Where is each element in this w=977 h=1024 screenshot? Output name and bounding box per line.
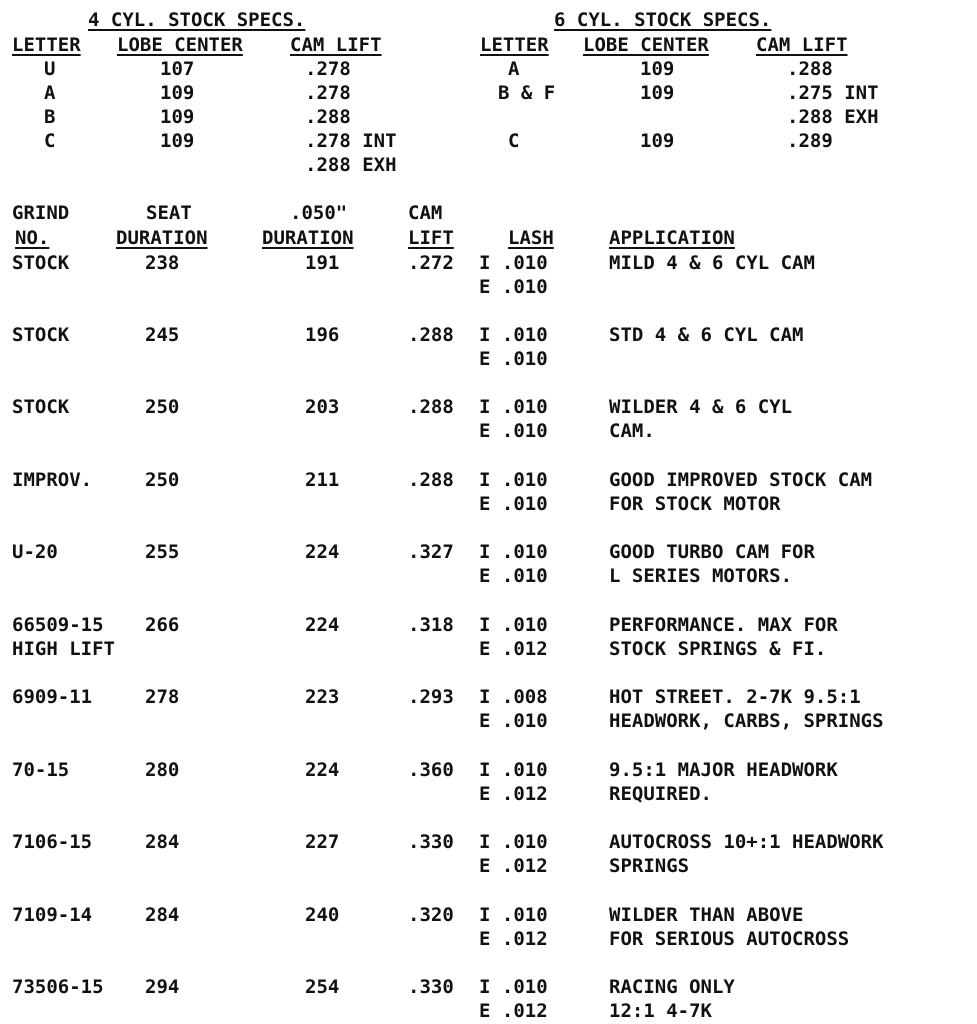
lift-header-top: CAM: [408, 202, 443, 224]
lift-header-bottom: LIFT: [408, 227, 454, 249]
seat-header-top: SEAT: [146, 202, 192, 224]
grind-row: [0, 759, 977, 807]
seat-duration: 266: [145, 614, 180, 636]
seat-duration: 284: [145, 831, 180, 853]
grind-number: STOCK: [12, 396, 70, 418]
cam-letter: C: [508, 130, 520, 152]
cam-letter: A: [44, 82, 56, 104]
lobe-center: 109: [640, 82, 675, 104]
cam-letter: A: [508, 58, 520, 80]
six-cyl-letter-header: LETTER: [480, 34, 549, 56]
six-cyl-title: 6 CYL. STOCK SPECS.: [554, 9, 772, 31]
application-text-line2: HEADWORK, CARBS, SPRINGS: [609, 710, 884, 732]
grind-number: 7106-15: [12, 831, 93, 853]
cam-lift: .288: [305, 106, 351, 128]
lash-exhaust: E .012: [479, 783, 548, 805]
duration-050: 203: [305, 396, 340, 418]
cam-lift: .293: [408, 686, 454, 708]
seat-duration: 238: [145, 252, 180, 274]
grind-number-line2: HIGH LIFT: [12, 638, 115, 660]
lash-exhaust: E .010: [479, 710, 548, 732]
grind-number: STOCK: [12, 324, 70, 346]
grind-number: 6909-11: [12, 686, 93, 708]
grind-number: 70-15: [12, 759, 70, 781]
lobe-center: 107: [160, 58, 195, 80]
cam-lift: .278: [305, 58, 351, 80]
cam-letter: C: [44, 130, 56, 152]
application-text-line2: STOCK SPRINGS & FI.: [609, 638, 827, 660]
grind-row: [0, 976, 977, 1024]
grind-number: 66509-15: [12, 614, 104, 636]
duration-050: 227: [305, 831, 340, 853]
six-cyl-lobe-header: LOBE CENTER: [583, 34, 709, 56]
grind-row: [0, 541, 977, 589]
application-text: STD 4 & 6 CYL CAM: [609, 324, 804, 346]
application-text: WILDER 4 & 6 CYL: [609, 396, 793, 418]
cam-lift: .272: [408, 252, 454, 274]
cam-lift: .278: [305, 82, 351, 104]
lobe-center: 109: [640, 130, 675, 152]
seat-duration: 278: [145, 686, 180, 708]
lash-intake: I .010: [479, 904, 548, 926]
duration-050: 224: [305, 614, 340, 636]
lash-exhaust: E .010: [479, 420, 548, 442]
duration-050: 191: [305, 252, 340, 274]
lash-exhaust: E .012: [479, 1000, 548, 1022]
duration-050: 223: [305, 686, 340, 708]
duration-050: 196: [305, 324, 340, 346]
cam-lift: .360: [408, 759, 454, 781]
lash-exhaust: E .012: [479, 638, 548, 660]
duration-050: 224: [305, 541, 340, 563]
cam-lift: .278 INT: [305, 130, 397, 152]
cam-lift: .330: [408, 976, 454, 998]
grind-number: U-20: [12, 541, 58, 563]
application-text: GOOD IMPROVED STOCK CAM: [609, 469, 873, 491]
grind-number: 73506-15: [12, 976, 104, 998]
lobe-center: 109: [640, 58, 675, 80]
application-text-line2: L SERIES MOTORS.: [609, 565, 793, 587]
application-text-line2: CAM.: [609, 420, 655, 442]
lash-intake: I .008: [479, 686, 548, 708]
seat-duration: 250: [145, 396, 180, 418]
cam-lift: .320: [408, 904, 454, 926]
application-text-line2: REQUIRED.: [609, 783, 712, 805]
lash-intake: I .010: [479, 324, 548, 346]
lash-intake: I .010: [479, 469, 548, 491]
cam-lift-exhaust: .288 EXH: [305, 154, 397, 176]
application-text: GOOD TURBO CAM FOR: [609, 541, 815, 563]
lash-header: LASH: [508, 227, 554, 249]
lobe-center: 109: [160, 82, 195, 104]
duration-050: 240: [305, 904, 340, 926]
seat-duration: 255: [145, 541, 180, 563]
lash-exhaust: E .010: [479, 493, 548, 515]
duration-050: 211: [305, 469, 340, 491]
application-header: APPLICATION: [609, 227, 735, 249]
four-cyl-lobe-header: LOBE CENTER: [117, 34, 243, 56]
grind-number: STOCK: [12, 252, 70, 274]
cam-lift: .288: [408, 324, 454, 346]
seat-duration: 294: [145, 976, 180, 998]
six-cyl-lift-header: CAM LIFT: [756, 34, 848, 56]
lash-intake: I .010: [479, 252, 548, 274]
duration-050: 254: [305, 976, 340, 998]
cam-letter: B & F: [498, 82, 556, 104]
grind-number: IMPROV.: [12, 469, 93, 491]
four-cyl-lift-header: CAM LIFT: [290, 34, 382, 56]
lash-exhaust: E .010: [479, 276, 548, 298]
cam-lift: .289: [787, 130, 833, 152]
lobe-center: 109: [160, 130, 195, 152]
duration-050: 224: [305, 759, 340, 781]
four-cyl-title: 4 CYL. STOCK SPECS.: [88, 9, 306, 31]
application-text: AUTOCROSS 10+:1 HEADWORK: [609, 831, 884, 853]
grind-row: [0, 469, 977, 517]
grind-number: 7109-14: [12, 904, 93, 926]
grind-header-bottom: NO.: [15, 227, 50, 249]
cam-letter: B: [44, 106, 56, 128]
cam-lift: .330: [408, 831, 454, 853]
cam-lift: .327: [408, 541, 454, 563]
d050-header-top: .050": [290, 202, 348, 224]
cam-lift: .275 INT: [787, 82, 879, 104]
application-text: MILD 4 & 6 CYL CAM: [609, 252, 815, 274]
application-text: 9.5:1 MAJOR HEADWORK: [609, 759, 838, 781]
grind-row: [0, 614, 977, 662]
six-cyl-row: [0, 130, 977, 176]
lash-exhaust: E .012: [479, 928, 548, 950]
grind-row: [0, 904, 977, 952]
four-cyl-letter-header: LETTER: [12, 34, 81, 56]
seat-duration: 284: [145, 904, 180, 926]
grind-row: [0, 252, 977, 300]
application-text-line2: FOR STOCK MOTOR: [609, 493, 781, 515]
application-text-line2: FOR SERIOUS AUTOCROSS: [609, 928, 850, 950]
lash-intake: I .010: [479, 831, 548, 853]
application-text: HOT STREET. 2-7K 9.5:1: [609, 686, 861, 708]
application-text-line2: SPRINGS: [609, 855, 690, 877]
cam-lift-exhaust: .288 EXH: [787, 106, 879, 128]
grind-row: [0, 396, 977, 444]
seat-duration: 250: [145, 469, 180, 491]
grind-row: [0, 831, 977, 879]
application-text: WILDER THAN ABOVE: [609, 904, 804, 926]
grind-header-top: GRIND: [12, 202, 70, 224]
application-text-line2: 12:1 4-7K: [609, 1000, 712, 1022]
lash-intake: I .010: [479, 396, 548, 418]
grind-row: [0, 686, 977, 734]
seat-header-bottom: DURATION: [116, 227, 208, 249]
application-text: PERFORMANCE. MAX FOR: [609, 614, 838, 636]
d050-header-bottom: DURATION: [262, 227, 354, 249]
six-cyl-row: [0, 82, 977, 128]
application-text: RACING ONLY: [609, 976, 735, 998]
seat-duration: 280: [145, 759, 180, 781]
cam-lift: .318: [408, 614, 454, 636]
lash-intake: I .010: [479, 759, 548, 781]
cam-lift: .288: [787, 58, 833, 80]
lash-intake: I .010: [479, 541, 548, 563]
cam-letter: U: [44, 58, 56, 80]
lash-intake: I .010: [479, 976, 548, 998]
lash-exhaust: E .010: [479, 348, 548, 370]
lash-exhaust: E .010: [479, 565, 548, 587]
seat-duration: 245: [145, 324, 180, 346]
lash-intake: I .010: [479, 614, 548, 636]
lobe-center: 109: [160, 106, 195, 128]
cam-lift: .288: [408, 396, 454, 418]
lash-exhaust: E .012: [479, 855, 548, 877]
grind-row: [0, 324, 977, 372]
cam-lift: .288: [408, 469, 454, 491]
